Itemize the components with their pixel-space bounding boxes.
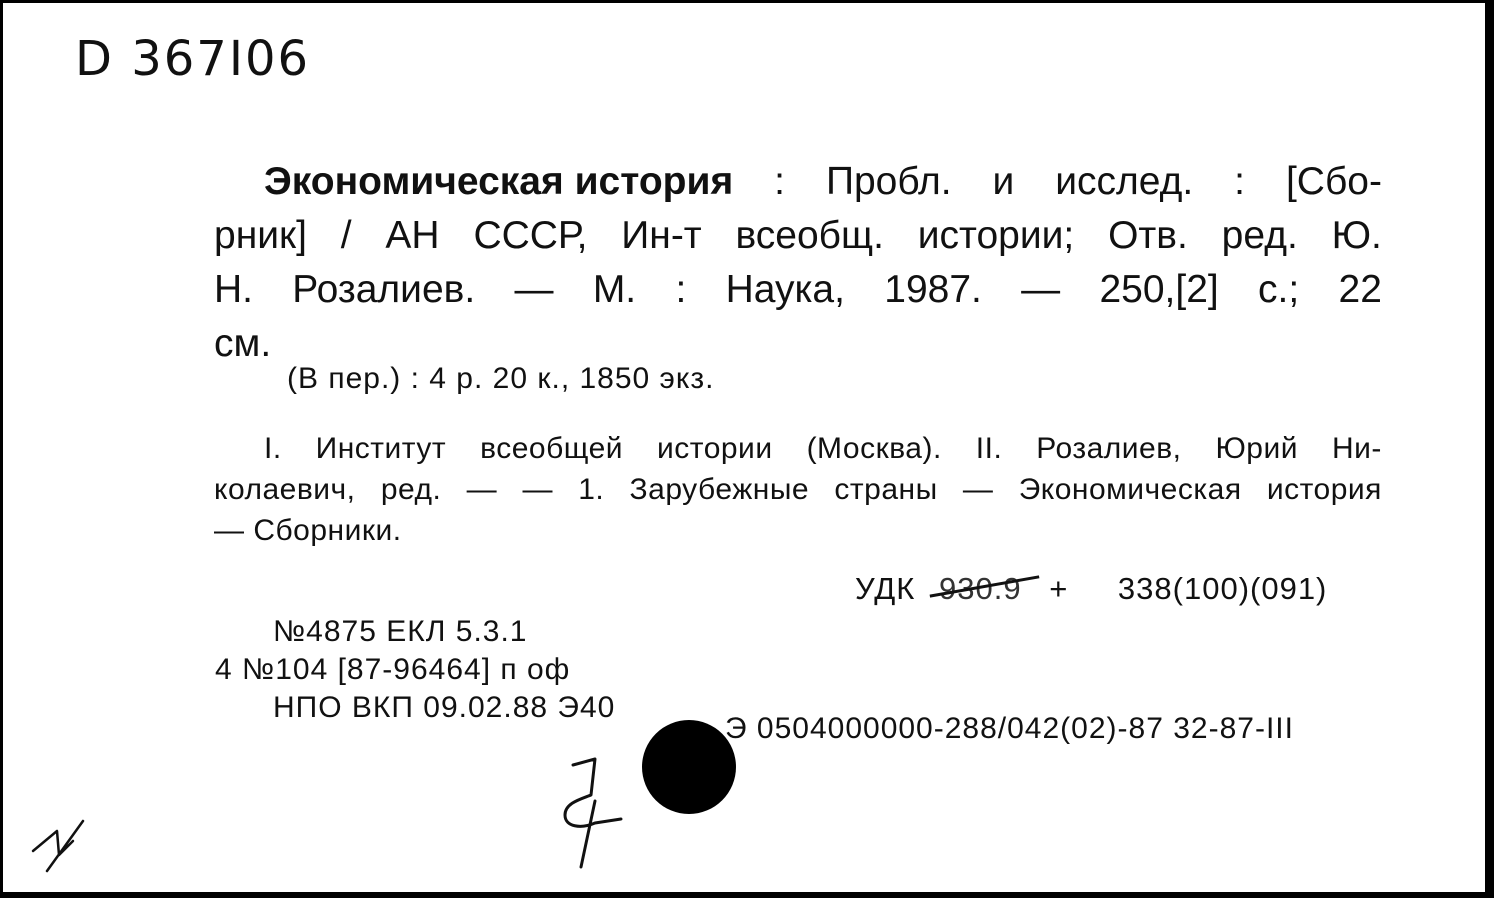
title-word: ред.: [1221, 214, 1298, 257]
title-word: /: [340, 214, 352, 257]
handwritten-mark-7: [551, 755, 631, 873]
price-line: (В пер.) : 4 р. 20 к., 1850 экз.: [287, 362, 715, 395]
title-word: Отв.: [1108, 214, 1188, 257]
title-word: и: [992, 160, 1015, 203]
tracing-word: Ни-: [1331, 432, 1382, 465]
tracing-word: —: [466, 473, 498, 506]
catalog-card: [3, 3, 1485, 892]
title-line-3: [214, 263, 1382, 317]
tracing-line-3: [214, 510, 1382, 551]
tracing-word: Экономическая: [1018, 473, 1242, 506]
tracing-word: Зарубежные: [629, 473, 810, 506]
service-line-3: НПО ВКП 09.02.88 Э40: [273, 691, 616, 724]
punch-hole: [642, 720, 736, 814]
title-heading: Экономическая история: [264, 160, 734, 203]
title-word: 1987.: [884, 268, 982, 311]
tracing-line-1: [214, 428, 1382, 469]
tracing-word: истории: [657, 432, 773, 465]
title-word: с.;: [1258, 268, 1300, 311]
tracing-word: ред.: [380, 473, 442, 506]
udk-plus: +: [1049, 571, 1069, 606]
title-word: Розалиев.: [292, 268, 476, 311]
tracings: [214, 428, 1382, 551]
bibliographic-description: [214, 155, 1382, 371]
udk-label: УДК: [855, 571, 916, 606]
tracing-word: история: [1266, 473, 1382, 506]
card-number: D 367I06: [75, 31, 311, 87]
tracing-word: —: [522, 473, 553, 506]
tracing-word: колаевич,: [214, 473, 356, 506]
tracing-word: Институт: [315, 432, 447, 465]
publisher-code-line: Э 0504000000-288/042(02)-87 32-87-III: [725, 712, 1294, 745]
title-word: истории;: [917, 214, 1075, 257]
udk-code: 338(100)(091): [1117, 571, 1328, 606]
handwritten-mark-1: [29, 815, 93, 879]
tracing-word: (Москва).: [806, 432, 942, 465]
service-line-1: №4875 ЕКЛ 5.3.1: [273, 615, 528, 648]
title-word: М.: [592, 268, 637, 311]
title-word: [Сбо-: [1285, 160, 1382, 203]
service-line-2: 4 №104 [87-96464] п оф: [215, 653, 571, 686]
title-word: СССР,: [473, 214, 588, 257]
tracing-word: Розалиев,: [1036, 432, 1182, 465]
title-word: рник]: [214, 214, 307, 257]
tracing-line-2: [214, 469, 1382, 510]
title-word: АН: [385, 214, 440, 257]
title-word: исслед.: [1055, 160, 1194, 203]
title-line-1: [214, 155, 1382, 209]
title-word: —: [1021, 268, 1061, 311]
title-word: :: [1234, 160, 1246, 203]
title-word: всеобщ.: [735, 214, 884, 257]
title-word: см.: [214, 322, 272, 365]
service-block: [215, 613, 615, 727]
tracing-word: I.: [264, 432, 282, 465]
title-word: :: [774, 160, 785, 203]
tracing-word: —: [962, 473, 994, 506]
title-word: Пробл.: [825, 160, 952, 203]
title-word: Н.: [214, 268, 253, 311]
tracing-word: — Сборники.: [214, 514, 402, 547]
tracing-word: всеобщей: [480, 432, 624, 465]
title-word: —: [514, 268, 554, 311]
title-word: Наука,: [725, 268, 845, 311]
tracing-word: Юрий: [1215, 432, 1298, 465]
title-word: :: [675, 268, 687, 311]
udk-struck-code: 930.9: [938, 571, 1022, 606]
title-word: 250,[2]: [1099, 268, 1219, 311]
title-word: Ин-т: [621, 214, 702, 257]
title-word: 22: [1338, 268, 1382, 311]
udk-classification: [855, 571, 1327, 607]
title-line-2: [214, 209, 1382, 263]
tracing-word: страны: [834, 473, 938, 506]
tracing-word: 1.: [578, 473, 605, 506]
title-word: Ю.: [1331, 214, 1382, 257]
tracing-word: II.: [975, 432, 1003, 465]
